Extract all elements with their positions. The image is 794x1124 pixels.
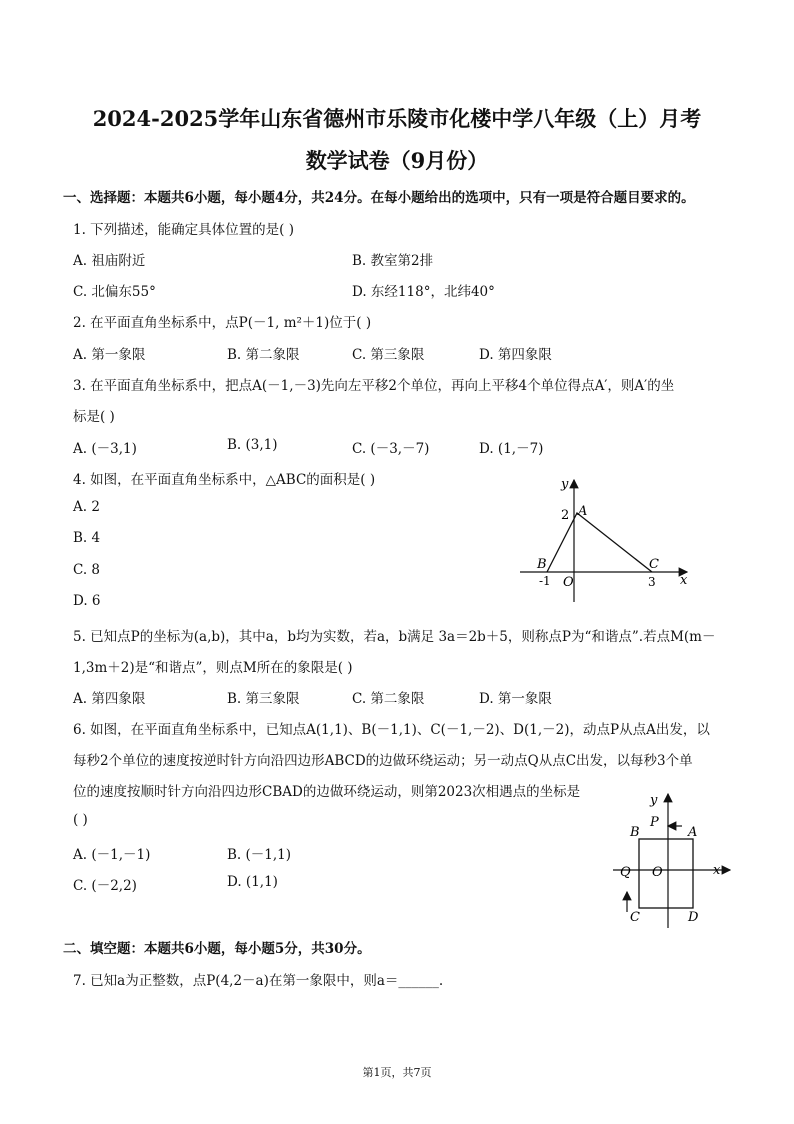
q4-triangle-figure: [515, 474, 695, 606]
q4-option-b: B. 4: [73, 530, 101, 546]
q1-stem: 1. 下列描述，能确定具体位置的是( ): [73, 222, 294, 238]
q4-label-b: B: [537, 557, 547, 572]
q6-label-x: x: [713, 863, 721, 878]
q3-option-a: A. (－3,1): [73, 441, 137, 457]
q4-option-c: C. 8: [73, 562, 101, 578]
q6-option-d: D. (1,1): [227, 874, 278, 890]
q2-option-d: D. 第四象限: [479, 347, 552, 363]
q5-option-b: B. 第三象限: [227, 691, 300, 707]
q3-option-b: B. (3,1): [227, 437, 278, 453]
q5-stem-line2: 1,3m＋2)是“和谐点”，则点M所在的象限是( ): [73, 660, 353, 676]
q4-label-y: y: [561, 477, 569, 492]
q5-option-c: C. 第二象限: [352, 691, 425, 707]
q1-option-b: B. 教室第2排: [352, 253, 434, 269]
q6-label-a: A: [688, 825, 698, 840]
page-title-line1: 2024-2025学年山东省德州市乐陵市化楼中学八年级（上）月考: [92, 106, 702, 131]
q4-stem: 4. 如图，在平面直角坐标系中，△ABC的面积是( ): [73, 472, 376, 488]
q3-stem-line1: 3. 在平面直角坐标系中，把点A(－1,－3)先向左平移2个单位，再向上平移4个单位得点A′，则A′的坐: [73, 378, 675, 394]
q6-stem-line1: 6. 如图，在平面直角坐标系中，已知点A(1,1)、B(－1,1)、C(－1,－2)、D(1,－2)，动点P从点A出发，以: [73, 722, 710, 738]
q4-label-x: x: [680, 573, 688, 588]
q6-label-q: Q: [620, 865, 631, 880]
q6-stem-line2: 每秒2个单位的速度按逆时针方向沿四边形ABCD的边做环绕运动；另一动点Q从点C出发，以每秒3个单: [73, 753, 693, 769]
q4-label-a: A: [578, 504, 588, 519]
q2-option-b: B. 第二象限: [227, 347, 300, 363]
q4-option-d: D. 6: [73, 593, 101, 609]
q4-label-3: 3: [648, 575, 656, 589]
q5-option-a: A. 第四象限: [73, 691, 146, 707]
q3-option-d: D. (1,－7): [479, 441, 544, 457]
q6-option-a: A. (－1,－1): [73, 847, 151, 863]
q4-option-a: A. 2: [73, 499, 100, 515]
q6-rectangle-abcd: [639, 839, 693, 908]
q6-label-c: C: [630, 910, 640, 925]
q2-stem: 2. 在平面直角坐标系中，点P(－1, m²＋1)位于( ): [73, 315, 372, 331]
q1-option-c: C. 北偏东55°: [73, 284, 156, 300]
page-footer: 第1页，共7页: [362, 1066, 432, 1079]
q4-label-2: 2: [561, 508, 570, 523]
q5-stem-line1: 5. 已知点P的坐标为(a,b)，其中a，b均为实数，若a，b满足 3a＝2b＋5，则称点P为“和谐点”.若点M(m－: [73, 629, 716, 645]
q7-stem: 7. 已知a为正整数，点P(4,2－a)在第一象限中，则a＝______.: [73, 973, 444, 989]
q5-option-d: D. 第一象限: [479, 691, 552, 707]
q1-option-d: D. 东经118°，北纬40°: [352, 284, 495, 300]
q6-stem-line3: 位的速度按顺时针方向沿四边形CBAD的边做环绕运动，则第2023次相遇点的坐标是: [73, 784, 581, 800]
q4-label-c: C: [649, 557, 659, 572]
q1-option-a: A. 祖庙附近: [73, 253, 146, 269]
q2-option-a: A. 第一象限: [73, 347, 146, 363]
q4-label-o: O: [563, 575, 574, 590]
q6-stem-line4: ( ): [73, 812, 88, 828]
section2-heading: 二、填空题：本题共6小题，每小题5分，共30分。: [63, 941, 371, 957]
q6-label-y: y: [650, 793, 658, 808]
q6-label-o: O: [652, 865, 663, 880]
q6-label-d: D: [688, 910, 699, 925]
q4-label-neg1: -1: [539, 574, 551, 588]
q6-label-p: P: [650, 815, 659, 830]
q6-option-c: C. (－2,2): [73, 878, 137, 894]
q6-rectangle-figure: [610, 790, 740, 930]
page-title-line2: 数学试卷（9月份）: [305, 148, 489, 173]
q6-option-b: B. (－1,1): [227, 847, 292, 863]
q3-stem-line2: 标是( ): [73, 409, 115, 425]
q2-option-c: C. 第三象限: [352, 347, 425, 363]
q6-label-b: B: [630, 825, 640, 840]
q3-option-c: C. (－3,－7): [352, 441, 430, 457]
section1-heading: 一、选择题：本题共6小题，每小题4分，共24分。在每小题给出的选项中，只有一项是符合题目要求的。: [63, 190, 695, 206]
